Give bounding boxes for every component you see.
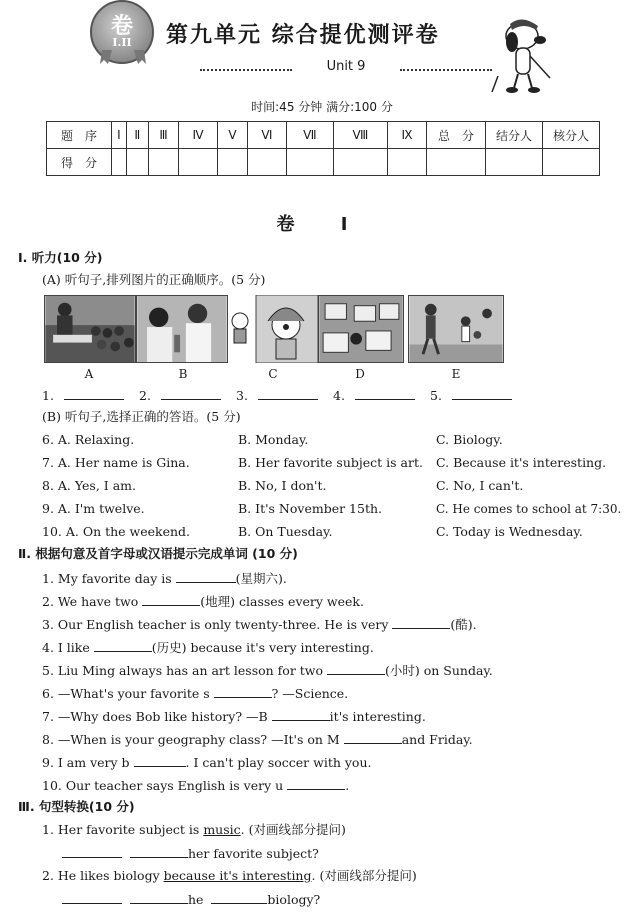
table-cell: Ⅱ (126, 122, 148, 149)
q9-option-b[interactable]: B. It's November 15th. (238, 501, 382, 516)
item-text: . (345, 778, 350, 793)
table-cell: Ⅸ (388, 122, 427, 149)
item-text: 2. We have two (42, 594, 143, 609)
item-text: he (187, 892, 204, 907)
q10-option-c[interactable]: C. Today is Wednesday. (436, 524, 583, 539)
order-item-3 (236, 387, 318, 404)
answer-blank[interactable] (392, 616, 450, 629)
answer-blank[interactable] (130, 845, 188, 858)
picture-a-music-class (44, 295, 136, 363)
transform-q2-answer (62, 891, 320, 908)
table-cell: 结分人 (486, 122, 543, 149)
table-cell: 得 分 (47, 149, 112, 176)
part1-b-title: (B) 听句子,选择正确的答语。(5 分) (42, 409, 241, 424)
part1-title: Ⅰ. 听力(10 分) (18, 250, 103, 265)
order-item-2 (139, 387, 221, 404)
table-cell: Ⅵ (247, 122, 286, 149)
item-text: 1. My favorite day is (42, 571, 176, 586)
unit-label: Unit 9 (326, 59, 366, 74)
item-text: 3. Our English teacher is only twenty-three. He is very (42, 617, 393, 632)
score-entry-cell[interactable] (427, 149, 486, 176)
item-text: 1. Her favorite subject is (42, 822, 204, 837)
order-number: 4. (333, 388, 345, 403)
answer-blank[interactable] (287, 777, 345, 790)
item-text: (星期六). (235, 571, 287, 586)
transform-q1 (42, 822, 346, 838)
q10-option-a[interactable]: 10. A. On the weekend. (42, 524, 191, 539)
answer-blank[interactable] (62, 845, 122, 858)
section-heading: 卷 Ⅰ (276, 214, 368, 235)
answer-blank[interactable] (258, 387, 318, 400)
part3-title: Ⅲ. 句型转换(10 分) (18, 799, 135, 814)
page-title: 第九单元 综合提优测评卷 (166, 23, 440, 48)
item-text: . (对画线部分提问) (240, 822, 346, 837)
item-text: 9. I am very b (42, 755, 134, 770)
item-text: 6. —What's your favorite s (42, 686, 214, 701)
picture-label-e: E (451, 367, 461, 381)
underlined-text: because it's interesting (163, 868, 312, 883)
table-cell: Ⅰ (112, 122, 127, 149)
item-text: (历史) because it's very interesting. (151, 640, 374, 655)
fill-item-9 (42, 754, 371, 771)
fill-item-2 (42, 593, 364, 610)
answer-blank[interactable] (64, 387, 124, 400)
table-cell: Ⅶ (286, 122, 333, 149)
picture-label-a: A (84, 367, 94, 381)
answer-blank[interactable] (344, 731, 402, 744)
q7-option-b[interactable]: B. Her favorite subject is art. (238, 455, 423, 470)
badge-top-text: 卷 (110, 13, 133, 39)
order-number: 3. (236, 388, 248, 403)
fill-item-4 (42, 639, 374, 656)
answer-blank[interactable] (134, 754, 186, 767)
item-text: 7. —Why does Bob like history? —B (42, 709, 272, 724)
part2-title: Ⅱ. 根据句意及首字母或汉语提示完成单词 (10 分) (18, 546, 298, 561)
answer-blank[interactable] (142, 593, 200, 606)
fill-item-10 (42, 777, 349, 794)
q6-option-a[interactable]: 6. A. Relaxing. (42, 432, 135, 447)
answer-blank[interactable] (214, 685, 272, 698)
answer-blank[interactable] (94, 639, 152, 652)
transform-q1-answer (62, 845, 319, 862)
item-text: 10. Our teacher says English is very u (42, 778, 288, 793)
item-text: . I can't play soccer with you. (185, 755, 372, 770)
answer-blank[interactable] (176, 570, 236, 583)
answer-blank[interactable] (62, 891, 122, 904)
picture-b-science-class (136, 295, 228, 363)
q9-option-c[interactable]: C. He comes to school at 7:30. (436, 502, 622, 516)
q7-option-a[interactable]: 7. A. Her name is Gina. (42, 455, 190, 470)
order-number: 5. (430, 388, 442, 403)
score-entry-cell[interactable] (149, 149, 179, 176)
picture-label-c: C (268, 367, 278, 381)
table-cell: 题 序 (47, 122, 112, 149)
order-item-4 (333, 387, 415, 404)
item-text: 8. —When is your geography class? —It's on M (42, 732, 344, 747)
fill-item-8 (42, 731, 473, 748)
q7-option-c[interactable]: C. Because it's interesting. (436, 455, 607, 470)
picture-e-pe-class (408, 295, 504, 363)
item-text: her favorite subject? (187, 846, 319, 861)
exam-info: 时间:45 分钟 满分:100 分 (251, 100, 393, 114)
table-cell: Ⅴ (218, 122, 248, 149)
badge-bottom-text: I.II (112, 36, 132, 49)
score-entry-cell[interactable] (543, 149, 600, 176)
score-entry-cell[interactable] (286, 149, 333, 176)
q6-option-b[interactable]: B. Monday. (238, 432, 309, 447)
score-table-header-row (47, 122, 600, 149)
table-cell: Ⅳ (179, 122, 218, 149)
picture-label-b: B (178, 367, 188, 381)
unit-line (200, 59, 492, 76)
q10-option-b[interactable]: B. On Tuesday. (238, 524, 333, 539)
transform-q2 (42, 868, 417, 884)
item-text: (酷). (450, 617, 477, 632)
item-text: it's interesting. (329, 709, 426, 724)
score-entry-cell[interactable] (486, 149, 543, 176)
answer-blank[interactable] (355, 387, 415, 400)
underlined-text: music (203, 822, 241, 837)
item-text: 4. I like (42, 640, 94, 655)
order-number: 2. (139, 388, 151, 403)
picture-c-cartoon-clown (228, 295, 318, 363)
table-cell: 核分人 (543, 122, 600, 149)
snoopy-golf-icon (488, 16, 558, 96)
q6-option-c[interactable]: C. Biology. (436, 432, 503, 447)
picture-d-computer-class (318, 295, 404, 363)
fill-item-6 (42, 685, 348, 702)
table-cell: Ⅷ (333, 122, 387, 149)
score-entry-cell[interactable] (247, 149, 286, 176)
score-entry-cell[interactable] (218, 149, 248, 176)
answer-blank[interactable] (161, 387, 221, 400)
q8-option-b[interactable]: B. No, I don't. (238, 478, 327, 493)
item-text: (小时) on Sunday. (385, 663, 493, 678)
fill-item-7 (42, 708, 426, 725)
item-text: biology? (267, 892, 321, 907)
answer-blank[interactable] (211, 891, 267, 904)
score-entry-cell[interactable] (333, 149, 387, 176)
item-text: 5. Liu Ming always has an art lesson for two (42, 663, 327, 678)
score-entry-cell[interactable] (388, 149, 427, 176)
item-text: and Friday. (401, 732, 473, 747)
order-number: 1. (42, 388, 54, 403)
answer-blank[interactable] (327, 662, 385, 675)
score-table-score-row (47, 149, 600, 176)
score-entry-cell[interactable] (112, 149, 127, 176)
q9-option-a[interactable]: 9. A. I'm twelve. (42, 501, 145, 516)
q8-option-c[interactable]: C. No, I can't. (436, 478, 524, 493)
order-item-1 (42, 387, 124, 404)
part1-a-title: (A) 听句子,排列图片的正确顺序。(5 分) (42, 272, 266, 287)
fill-item-5 (42, 662, 493, 679)
item-text: . (对画线部分提问) (311, 868, 417, 883)
q8-option-a[interactable]: 8. A. Yes, I am. (42, 478, 136, 493)
table-cell: 总 分 (427, 122, 486, 149)
answer-blank[interactable] (452, 387, 512, 400)
picture-label-d: D (355, 367, 365, 381)
item-text: (地理) classes every week. (200, 594, 364, 609)
score-table (46, 121, 600, 176)
fill-item-3 (42, 616, 477, 633)
answer-blank[interactable] (272, 708, 330, 721)
item-text: ? —Science. (271, 686, 349, 701)
fill-item-1 (42, 570, 287, 587)
score-entry-cell[interactable] (179, 149, 218, 176)
table-cell: Ⅲ (149, 122, 179, 149)
order-item-5 (430, 387, 512, 404)
ribbon-icon (98, 48, 148, 66)
item-text: 2. He likes biology (42, 868, 164, 883)
score-entry-cell[interactable] (126, 149, 148, 176)
answer-blank[interactable] (130, 891, 188, 904)
